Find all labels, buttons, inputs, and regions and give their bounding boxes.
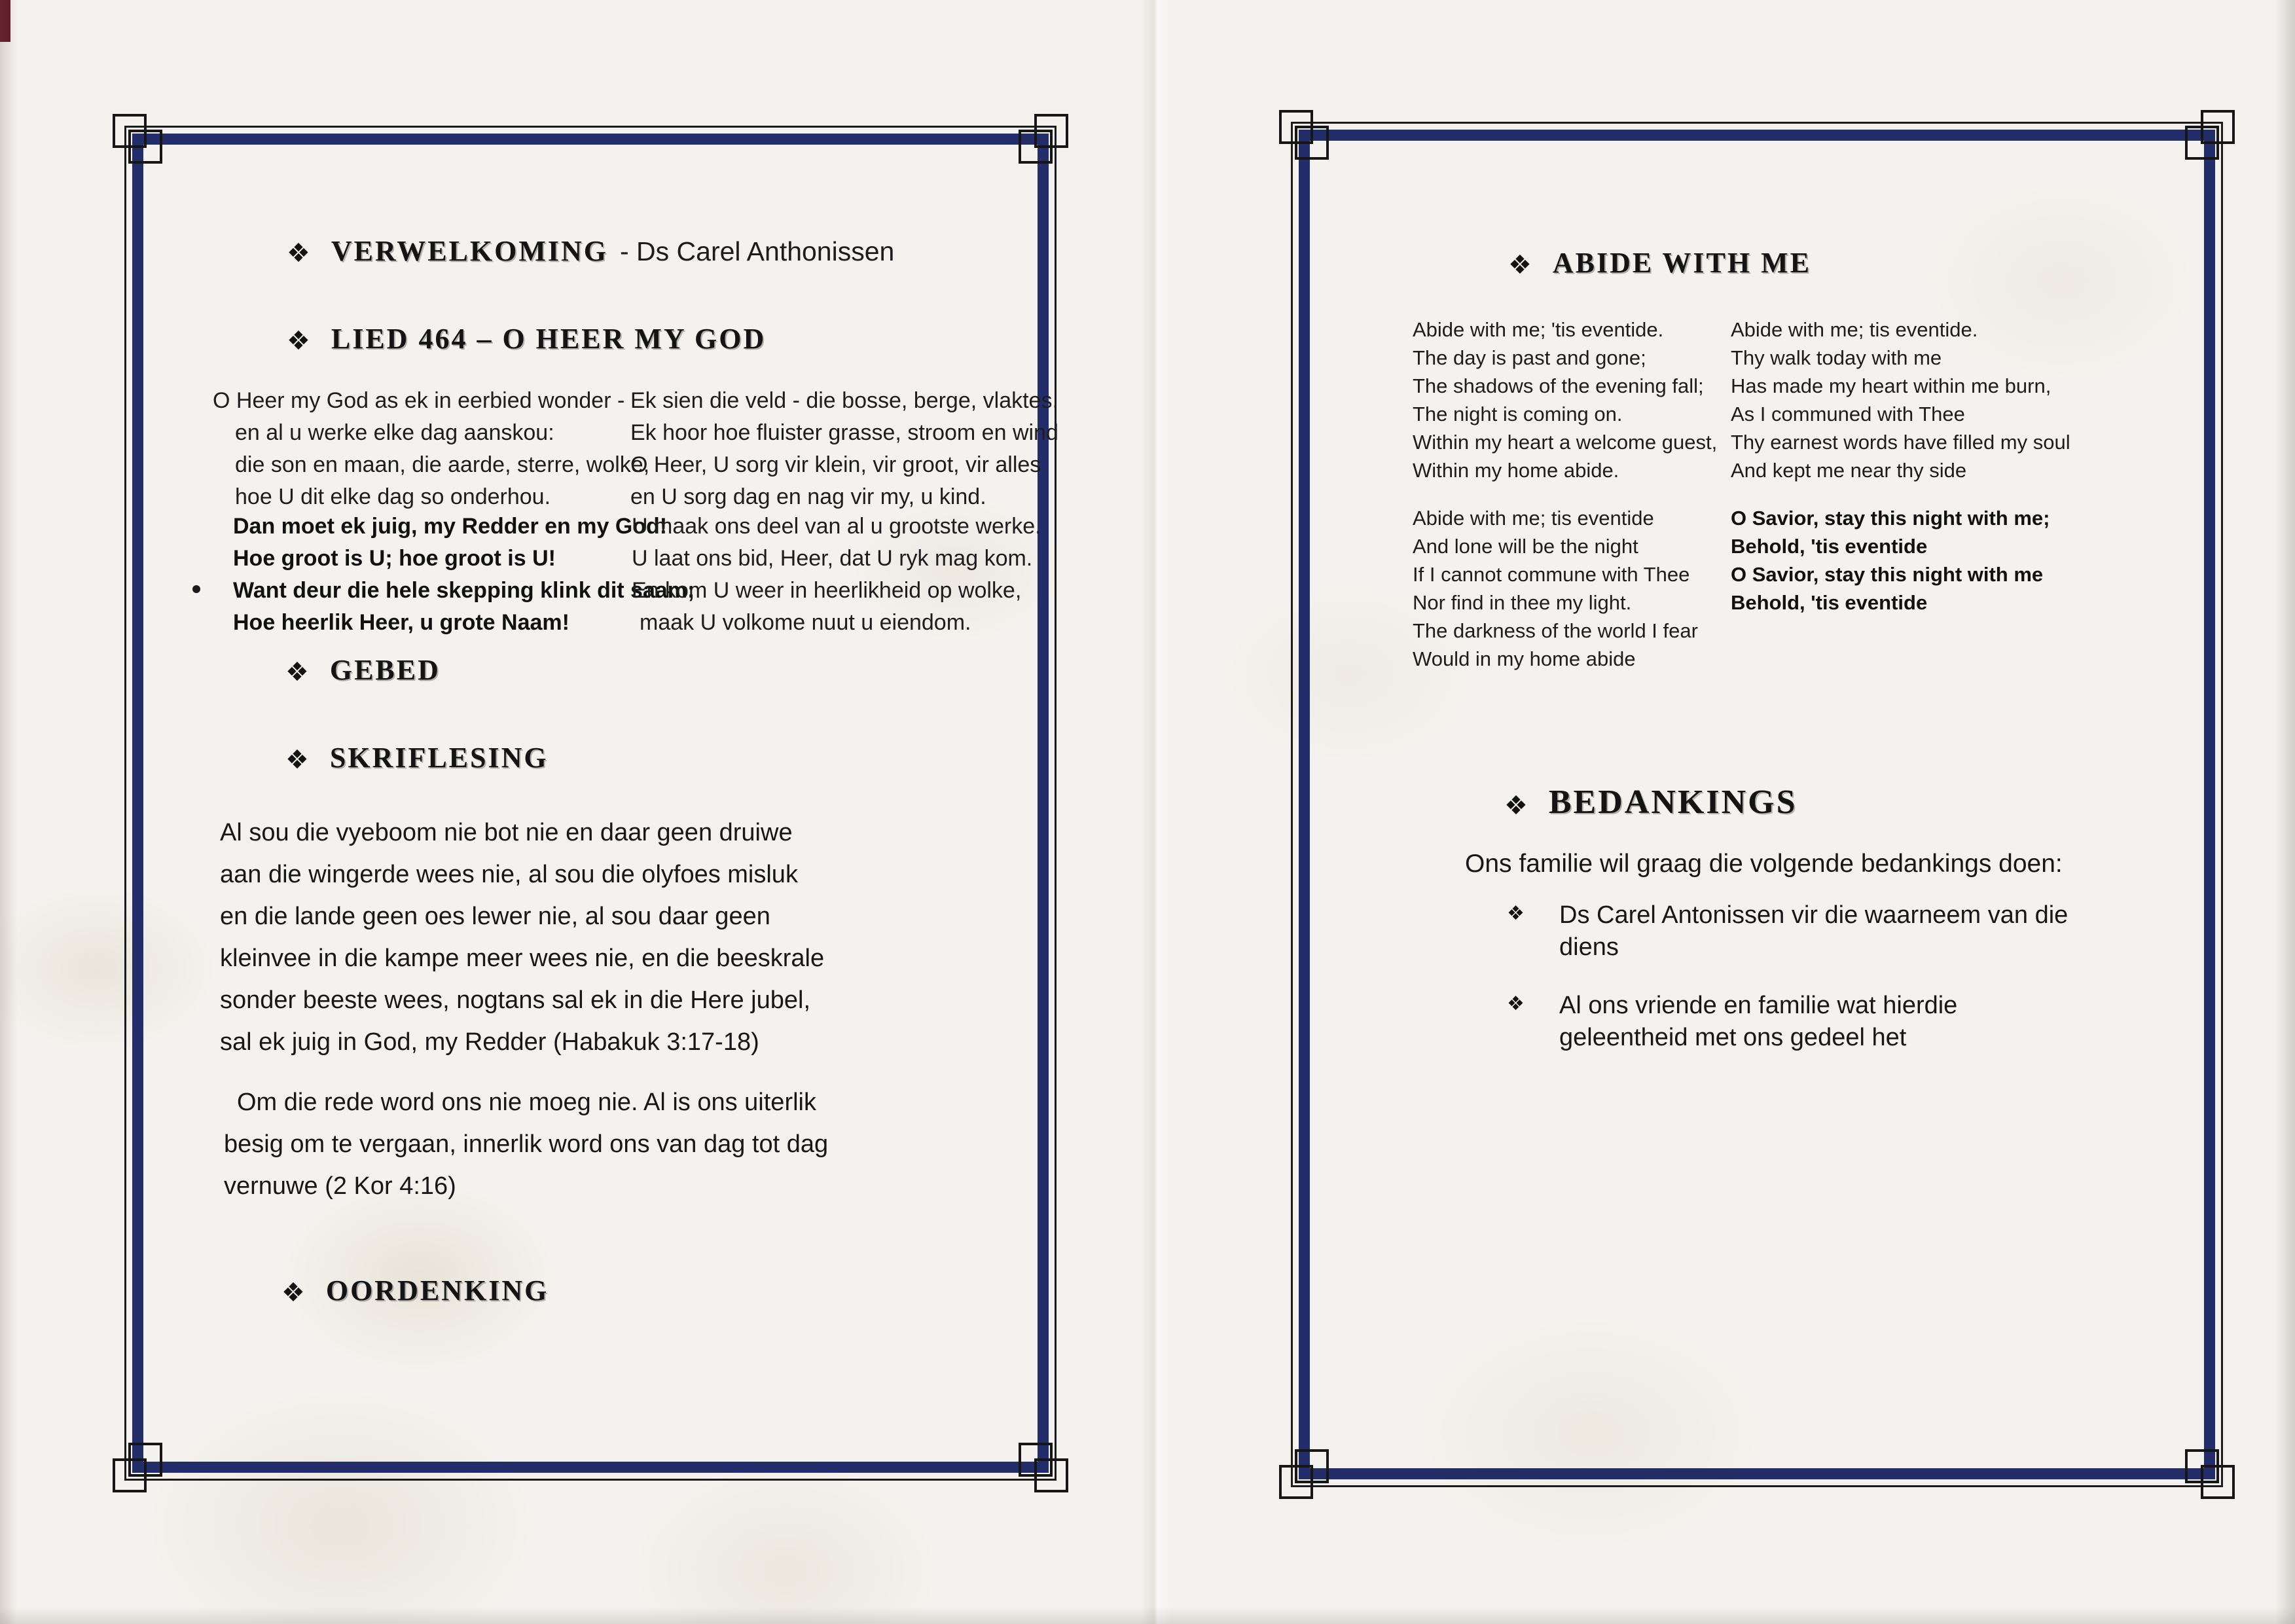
corner-ornament <box>2201 1465 2235 1499</box>
right-edge-shading <box>2275 0 2295 1624</box>
stray-ink-dot <box>192 585 200 593</box>
bedankings-item-text <box>1559 990 1957 1054</box>
bedankings-intro: Ons familie wil graag die volgende bedankings doen: <box>1465 850 2063 878</box>
text-line: sal ek juig in God, my Redder (Habakuk 3:17-18) <box>220 1028 759 1056</box>
text-line: Within my home abide. <box>1413 459 1619 482</box>
left-edge-shading <box>0 0 17 1624</box>
hymn-refrain-col-1 <box>233 511 695 639</box>
abide-stanza-2-col-2 <box>1731 504 2050 617</box>
hymn-stanza-2-col-2 <box>632 511 1041 639</box>
text-line: Thy walk today with me <box>1731 346 1942 369</box>
text-line: diens <box>1559 933 1619 961</box>
text-line: Om die rede word ons nie moeg nie. Al is ons uiterlik <box>237 1089 816 1116</box>
corner-ornament <box>113 1458 147 1492</box>
heading-text: BEDANKINGS <box>1548 784 1798 821</box>
hymn-stanza-1-col-1 <box>213 385 649 513</box>
text-line: Al sou die vyeboom nie bot nie en daar geen druiwe <box>220 819 793 846</box>
abide-stanza-1-col-2 <box>1731 316 2070 484</box>
text-line: Within my heart a welcome guest, <box>1413 431 1718 454</box>
text-line: The day is past and gone; <box>1413 346 1646 369</box>
diamond-bullet-icon: ❖ <box>1507 902 1525 925</box>
text-line: Hoe heerlik Heer, u grote Naam! <box>233 610 569 635</box>
bedankings-item-text <box>1559 899 2068 964</box>
text-line: And kept me near thy side <box>1731 459 1967 482</box>
text-line: The darkness of the world I fear <box>1413 619 1698 642</box>
heading-verwelkoming <box>287 234 894 268</box>
corner-ornament <box>1034 114 1068 148</box>
heading-text: VERWELKOMING <box>331 235 609 267</box>
text-line: O Heer my God as ek in eerbied wonder - <box>213 388 625 413</box>
diamond-bullet-icon: ❖ <box>287 326 310 356</box>
text-line: die son en maan, die aarde, sterre, wolke, <box>235 452 650 477</box>
text-line: Abide with me; tis eventide. <box>1731 318 1978 341</box>
text-line: Al ons vriende en familie wat hierdie <box>1559 992 1958 1019</box>
abide-stanza-2-col-1 <box>1413 504 1698 673</box>
bedankings-item <box>1507 990 1957 1054</box>
left-page <box>124 126 1057 1481</box>
corner-ornament <box>2201 110 2235 144</box>
text-line: The night is coming on. <box>1413 403 1623 425</box>
text-line: Abide with me; 'tis eventide. <box>1413 318 1664 341</box>
corner-ornament <box>113 114 147 148</box>
heading-text: OORDENKING <box>325 1274 549 1307</box>
corner-ornament <box>1279 1465 1313 1499</box>
text-line: O Savior, stay this night with me; <box>1731 507 2050 530</box>
text-line: O Savior, stay this night with me <box>1731 563 2044 586</box>
diamond-bullet-icon: ❖ <box>285 657 309 687</box>
heading-text: LIED 464 – O HEER MY GOD <box>331 323 767 355</box>
diamond-bullet-icon: ❖ <box>281 1278 305 1308</box>
text-line: Would in my home abide <box>1413 647 1636 670</box>
heading-lied-464 <box>287 322 766 355</box>
heading-bedankings <box>1504 783 1798 821</box>
corner-ornament <box>1279 110 1313 144</box>
heading-oordenking <box>281 1274 549 1307</box>
bedankings-item <box>1507 899 2068 964</box>
text-line: aan die wingerde wees nie, al sou die olyfoes misluk <box>220 861 798 888</box>
text-line: Thy earnest words have filled my soul <box>1731 431 2070 454</box>
text-line: O Heer, U sorg vir klein, vir groot, vir alles <box>630 452 1041 477</box>
right-page <box>1291 122 2223 1487</box>
text-line: Dan moet ek juig, my Redder en my God! <box>233 514 668 539</box>
diamond-bullet-icon: ❖ <box>285 745 309 775</box>
heading-gebed <box>285 653 441 687</box>
text-line: Ek sien die veld - die bosse, berge, vlaktes. <box>630 388 1058 413</box>
text-line: And lone will be the night <box>1413 535 1638 558</box>
text-line: Ds Carel Antonissen vir die waarneem van die <box>1559 901 2069 929</box>
text-line: U maak ons deel van al u grootste werke. <box>632 514 1041 539</box>
corner-ornament <box>1034 1458 1068 1492</box>
heading-skriflesing <box>285 741 549 774</box>
text-line: en al u werke elke dag aanskou: <box>235 420 554 445</box>
diamond-bullet-icon: ❖ <box>1507 992 1525 1015</box>
heading-abide-with-me <box>1508 246 1811 280</box>
officiant-name: - Ds Carel Anthonissen <box>620 236 895 266</box>
text-line: If I cannot commune with Thee <box>1413 563 1690 586</box>
text-line: sonder beeste wees, nogtans sal ek in die Here jubel, <box>220 986 810 1014</box>
bottom-edge-shading <box>0 1607 2295 1624</box>
text-line: en die lande geen oes lewer nie, al sou daar geen <box>220 903 770 930</box>
abide-stanza-1-col-1 <box>1413 316 1717 484</box>
text-line: Want deur die hele skepping klink dit saam; <box>233 578 695 603</box>
text-line: As I communed with Thee <box>1731 403 1965 425</box>
text-line: Nor find in thee my light. <box>1413 591 1632 614</box>
text-line: en U sorg dag en nag vir my, u kind. <box>630 484 986 509</box>
text-line: The shadows of the evening fall; <box>1413 374 1704 397</box>
hymn-stanza-1-col-2 <box>630 385 1058 513</box>
scripture-habakuk <box>220 812 824 1063</box>
text-line: Ek hoor hoe fluister grasse, stroom en wind <box>630 420 1058 445</box>
text-line: U laat ons bid, Heer, dat U ryk mag kom. <box>632 546 1033 571</box>
diamond-bullet-icon: ❖ <box>1504 791 1528 821</box>
text-line: vernuwe (2 Kor 4:16) <box>224 1172 456 1200</box>
text-line: Has made my heart within me burn, <box>1731 374 2051 397</box>
text-line: Abide with me; tis eventide <box>1413 507 1654 530</box>
scripture-korinthiers <box>224 1081 828 1207</box>
diamond-bullet-icon: ❖ <box>1508 250 1532 280</box>
text-line: En kom U weer in heerlikheid op wolke, <box>632 578 1022 603</box>
heading-text: ABIDE WITH ME <box>1552 247 1812 279</box>
text-line: besig om te vergaan, innerlik word ons van dag tot dag <box>224 1130 829 1158</box>
text-line: Behold, 'tis eventide <box>1731 591 1928 614</box>
diamond-bullet-icon: ❖ <box>287 238 310 268</box>
text-line: Behold, 'tis eventide <box>1731 535 1928 558</box>
text-line: hoe U dit elke dag so onderhou. <box>235 484 551 509</box>
heading-text: SKRIFLESING <box>329 742 549 774</box>
text-line: geleentheid met ons gedeel het <box>1559 1024 1907 1051</box>
text-line: kleinvee in die kampe meer wees nie, en die beeskrale <box>220 945 825 972</box>
text-line: maak U volkome nuut u eiendom. <box>640 610 971 635</box>
heading-text: GEBED <box>329 654 441 686</box>
center-fold-crease <box>1140 0 1170 1624</box>
text-line: Hoe groot is U; hoe groot is U! <box>233 546 556 571</box>
